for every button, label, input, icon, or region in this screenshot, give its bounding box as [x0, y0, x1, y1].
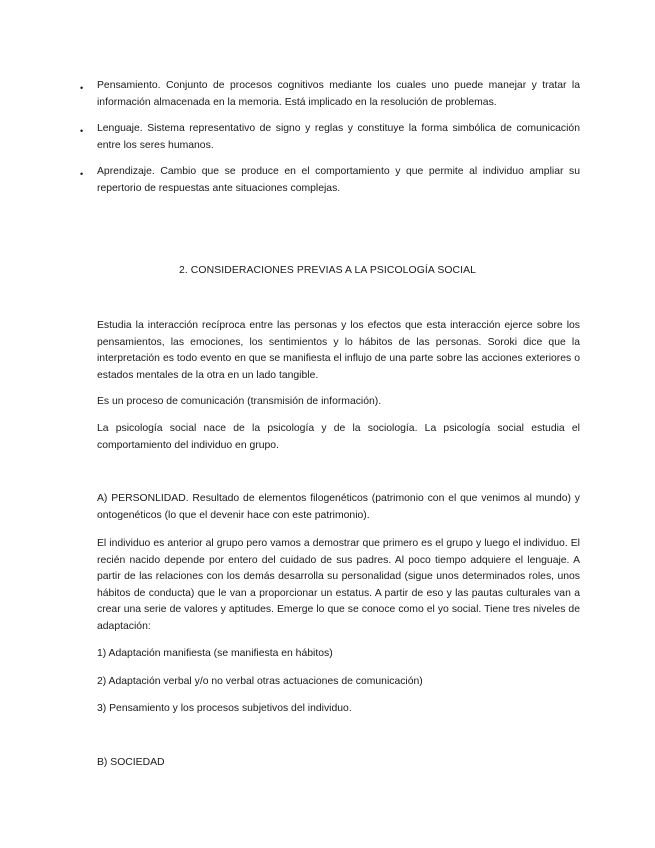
paragraph-personality: A) PERSONLIDAD. Resultado de elementos filogenéticos (patrimonio con el que venimos al mundo) y ontogenéticos (lo que el devenir hace con este patrimonio).: [97, 493, 580, 521]
list-adaptation-3: 3) Pensamiento y los procesos subjetivos del individuo.: [97, 703, 352, 714]
paragraph-individual: El individuo es anterior al grupo pero vamos a demostrar que primero es el grupo y luego el individuo. El recién nacido depende por entero del cuidado de sus padres. Al poco tiempo adquiere el lenguaje. A partir de las relaciones con los demás desarrolla su personalidad (sigue unos determinados roles, unos hábitos de conducta) que le van a proporcionar un estatus. A partir de eso y las pautas culturales van a crear una serie de valores y aptitudes. Emerge lo que se conoce como el yo social. Tiene tres niveles de adaptación:: [97, 538, 580, 632]
bullet-icon: •: [80, 126, 84, 137]
bullet-icon: •: [80, 169, 84, 180]
bullet-text: Aprendizaje. Cambio que se produce en el comportamiento y que permite al individuo ampliar su repertorio de respuestas ante situaciones complejas.: [97, 166, 580, 194]
bullet-text: Pensamiento. Conjunto de procesos cognitivos mediante los cuales uno puede manejar y tratar la información almacenada en la memoria. Está implicado en la resolución de problemas.: [97, 80, 580, 108]
bullet-icon: •: [80, 83, 84, 93]
list-item: [80, 78, 580, 111]
paragraph-origin: La psicología social nace de la psicología y de la sociología. La psicología social estudia el comportamiento del individuo en grupo.: [97, 423, 580, 451]
list-item: [80, 164, 580, 197]
paragraph-interaction: Estudia la interacción recíproca entre las personas y los efectos que esta interacción ejerce sobre los pensamientos, las emociones, los sentimientos y lo hábitos de las personas. Soroki dice que la interpretación es todo evento en que se manifiesta el influjo de una parte sobre las acciones exteriores o estados mentales de la otra en un lado tangible.: [97, 320, 580, 381]
subheading-society: B) SOCIEDAD: [97, 757, 165, 768]
paragraph-communication: Es un proceso de comunicación (transmisión de información).: [97, 396, 382, 407]
section-heading: 2. CONSIDERACIONES PREVIAS A LA PSICOLOGÍA SOCIAL: [178, 265, 477, 276]
list-item: [80, 121, 580, 154]
list-adaptation-1: 1) Adaptación manifiesta (se manifiesta en hábitos): [97, 648, 333, 659]
bullet-text: Lenguaje. Sistema representativo de signo y reglas y constituye la forma simbólica de comunicación entre los seres humanos.: [97, 123, 580, 151]
bullet-list: [80, 78, 580, 208]
list-adaptation-2: 2) Adaptación verbal y/o no verbal otras actuaciones de comunicación): [97, 676, 423, 687]
